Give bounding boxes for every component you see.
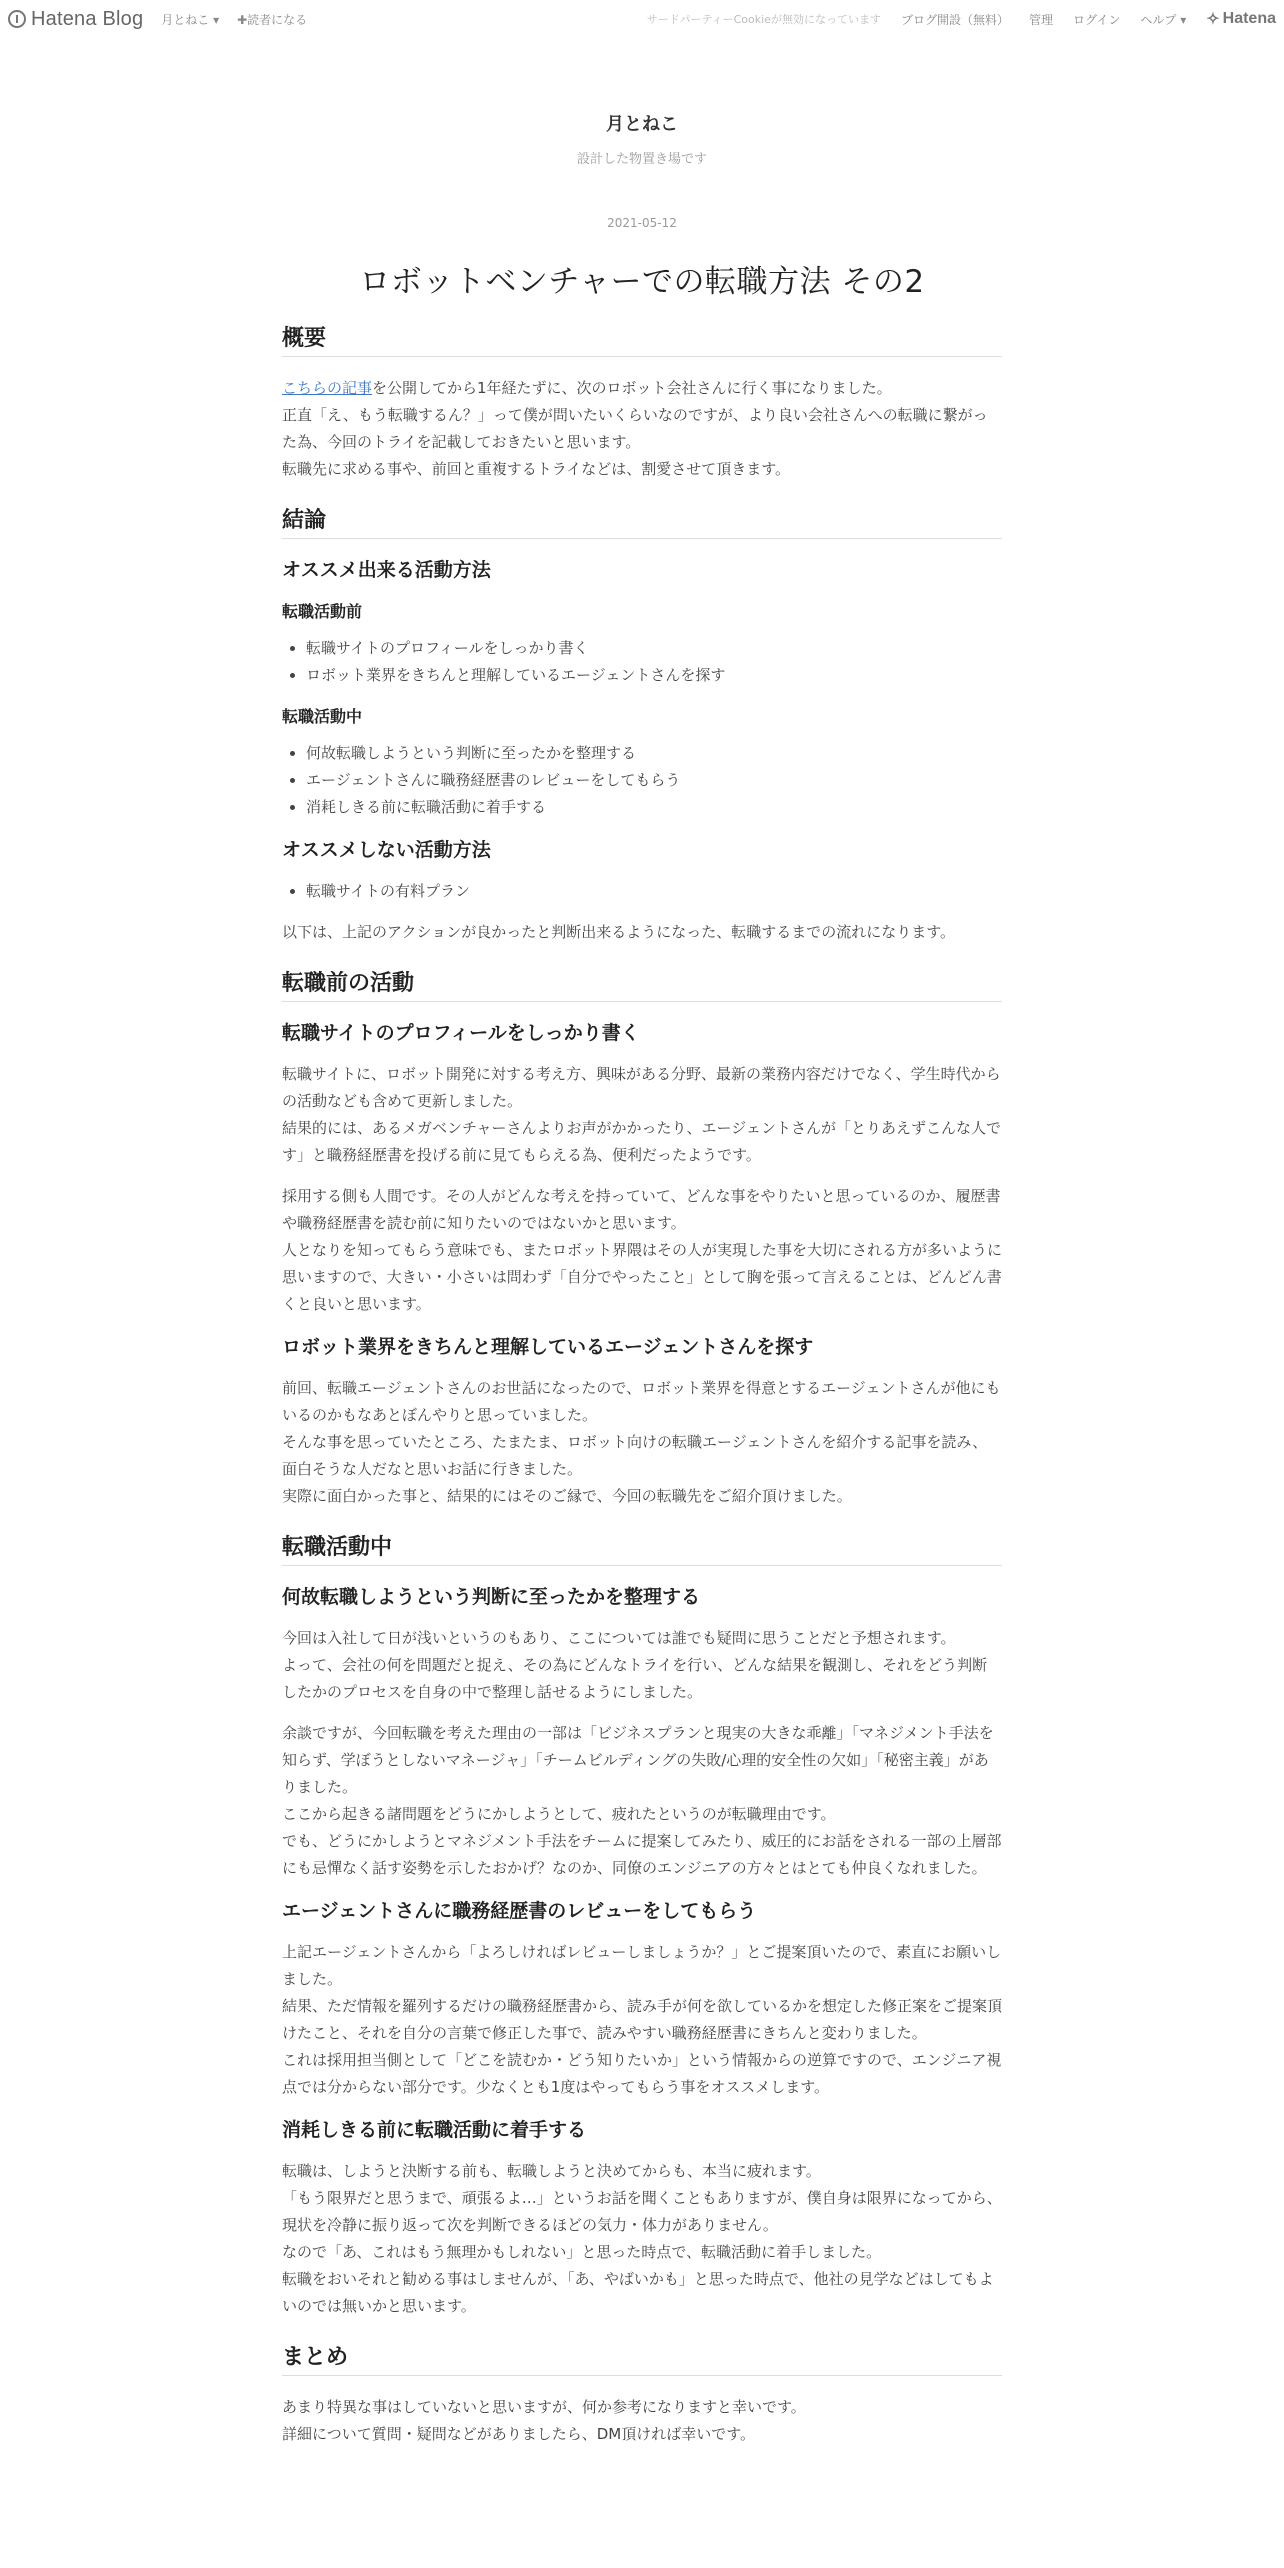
subsection-heading: 転職サイトのプロフィールをしっかり書く — [282, 1022, 640, 1044]
section-heading: 転職活動中 — [282, 1534, 1002, 1566]
paragraph — [282, 1720, 1002, 1882]
subsection-heading: オススメ出来る活動方法 — [282, 559, 491, 581]
help-dropdown[interactable]: ヘルプ ▾ — [1140, 12, 1187, 27]
text: なので「あ、これはもう無理かもしれない」と思った時点で、転職活動に着手しました。 — [282, 2243, 882, 2261]
list-item: • 転職サイトの有料プラン — [306, 878, 1002, 905]
list-item: • 消耗しきる前に転職活動に着手する — [306, 794, 1002, 821]
paragraph — [282, 1183, 1002, 1318]
text: 今回は入社して日が浅いというのもあり、ここについては誰でも疑問に思うことだと予想されます。 — [282, 1629, 956, 1647]
hatena-blog-logo[interactable] — [8, 8, 143, 31]
text: 詳細について質問・疑問などがありましたら、DM頂ければ幸いです。 — [282, 2425, 755, 2443]
minor-heading: 転職活動前 — [282, 602, 363, 621]
text: を公開してから1年経たずに、次のロボット会社さんに行く事になりました。 — [372, 379, 892, 397]
section-heading: 転職前の活動 — [282, 970, 1002, 1002]
bullet-list — [282, 878, 1002, 905]
subsection-heading: オススメしない活動方法 — [282, 839, 491, 861]
subsection-heading: ロボット業界をきちんと理解しているエージェントさんを探す — [282, 1336, 814, 1358]
text: 「もう限界だと思うまで、頑張るよ…」というお話を聞くこともありますが、僕自身は限界になってから、現状を冷静に振り返って次を判断できるほどの気力・体力がありません。 — [282, 2189, 1002, 2234]
blog-title[interactable]: 月とねこ — [606, 114, 678, 135]
logo-text: Hatena Blog — [31, 7, 144, 30]
text: よって、会社の何を問題だと捉え、その為にどんなトライを行い、どんな結果を観測し、それをどう判断したかのプロセスを自身の中で整理し話せるようにしました。 — [282, 1656, 988, 1701]
login-link[interactable]: ログイン — [1072, 12, 1121, 27]
entry-body — [282, 325, 1002, 2448]
text: 前回、転職エージェントさんのお世話になったので、ロボット業界を得意とするエージェントさんが他にもいるのかもなあとぼんやりと思っていました。 — [282, 1379, 1001, 1424]
text: 正直「え、もう転職するん？」って僕が問いたいくらいなのですが、より良い会社さんへの転職に繋がった為、今回のトライを記載しておきたいと思います。 — [282, 406, 988, 451]
paragraph: 以下は、上記のアクションが良かったと判断出来るようになった、転職するまでの流れになります。 — [282, 923, 956, 941]
text: そんな事を思っていたところ、たまたま、ロボット向けの転職エージェントさんを紹介する記事を読み、面白そうな人だなと思いお話に行きました。 — [282, 1433, 988, 1478]
paragraph — [282, 375, 1002, 483]
text: 実際に面白かった事と、結果的にはそのご縁で、今回の転職先をご紹介頂けました。 — [282, 1487, 852, 1505]
minor-heading: 転職活動中 — [282, 707, 363, 726]
hatena-brand-icon: ✧ — [1206, 11, 1220, 28]
text: 結果的には、あるメガベンチャーさんよりお声がかかったり、エージェントさんが「とりあえずこんな人です」と職務経歴書を投げる前に見てもらえる為、便利だったようです。 — [282, 1119, 1001, 1164]
text: ここから起きる諸問題をどうにかしようとして、疲れたというのが転職理由です。 — [282, 1805, 836, 1823]
text: 結果、ただ情報を羅列するだけの職務経歴書から、読み手が何を欲しているかを想定した修正案をご提案頂けたこと、それを自分の言葉で修正した事で、読みやすい職務経歴書にきちんと変わりました。 — [282, 1997, 1003, 2042]
section-heading: まとめ — [282, 2344, 1002, 2376]
entry-title[interactable]: ロボットベンチャーでの転職方法 その2 — [359, 264, 925, 300]
bullet-list — [282, 635, 1002, 689]
section-heading: 概要 — [282, 325, 1002, 357]
hatena-brand-text: Hatena — [1222, 10, 1276, 27]
text: 転職先に求める事や、前回と重複するトライなどは、割愛させて頂きます。 — [282, 460, 791, 478]
subsection-heading: 消耗しきる前に転職活動に着手する — [282, 2119, 587, 2141]
hatena-logo-icon — [8, 10, 26, 28]
paragraph — [282, 1939, 1002, 2101]
article — [282, 216, 1002, 2462]
blog-description: 設計した物置き場です — [576, 152, 707, 167]
admin-link[interactable]: 管理 — [1028, 12, 1053, 27]
list-item: • 転職サイトのプロフィールをしっかり書く — [306, 635, 1002, 662]
previous-article-link[interactable]: こちらの記事 — [282, 379, 373, 397]
list-item: • ロボット業界をきちんと理解しているエージェントさんを探す — [306, 662, 1002, 689]
paragraph — [282, 1375, 1002, 1510]
bullet-list — [282, 740, 1002, 821]
paragraph — [282, 2158, 1002, 2320]
list-item: • 何故転職しようという判断に至ったかを整理する — [306, 740, 1002, 767]
text: これは採用担当側として「どこを読むか・どう知りたいか」という情報からの逆算ですので、エンジニア視点では分からない部分です。少なくとも1度はやってもらう事をオススメします。 — [282, 2051, 1002, 2096]
blog-menu-dropdown[interactable]: 月とねこ ▾ — [161, 12, 220, 27]
paragraph — [282, 1061, 1002, 1169]
entry-date[interactable]: 2021-05-12 — [607, 216, 677, 230]
subscribe-button[interactable]: ✚読者になる — [237, 12, 308, 27]
text: でも、どうにかしようとマネジメント手法をチームに提案してみたり、威圧的にお話をされる一部の上層部にも忌憚なく話す姿勢を示したおかげ？なのか、同僚のエンジニアの方々とはとても仲良くなれました。 — [282, 1832, 1002, 1877]
subsection-heading: エージェントさんに職務経歴書のレビューをしてもらう — [282, 1900, 757, 1922]
text: 上記エージェントさんから「よろしければレビューしましょうか？」とご提案頂いたので、素直にお願いしました。 — [282, 1943, 1002, 1988]
text: 余談ですが、今回転職を考えた理由の一部は「ビジネスプランと現実の大きな乖離」「マネジメント手法を知らず、学ぼうとしないマネージャ」「チームビルディングの失敗/心理的安全性の欠如」「秘密主義」がありました。 — [282, 1724, 994, 1796]
cookie-notice[interactable]: サードパーティーCookieが無効になっています — [646, 13, 881, 26]
text: 転職は、しようと決断する前も、転職しようと決めてからも、本当に疲れます。 — [282, 2162, 821, 2180]
list-item: • エージェントさんに職務経歴書のレビューをしてもらう — [306, 767, 1002, 794]
section-heading: 結論 — [282, 507, 1002, 539]
subsection-heading: 何故転職しようという判断に至ったかを整理する — [282, 1586, 701, 1608]
text: 転職をおいそれと勧める事はしませんが、「あ、やばいかも」と思った時点で、他社の見学などはしてもよいのでは無いかと思います。 — [282, 2270, 994, 2315]
text: 転職サイトに、ロボット開発に対する考え方、興味がある分野、最新の業務内容だけでなく、学生時代からの活動なども含めて更新しました。 — [282, 1065, 1001, 1110]
paragraph — [282, 2394, 1002, 2448]
open-blog-link[interactable]: ブログ開設（無料） — [900, 12, 1009, 27]
global-header — [0, 0, 1284, 38]
text: 採用する側も人間です。その人がどんな考えを持っていて、どんな事をやりたいと思っているのか、履歴書や職務経歴書を読む前に知りたいのではないかと思います。 — [282, 1187, 1001, 1232]
paragraph — [282, 1625, 1002, 1706]
hatena-brand-link[interactable] — [1206, 9, 1276, 29]
text: 人となりを知ってもらう意味でも、またロボット界隈はその人が実現した事を大切にされる方が多いように思いますので、大きい・小さいは問わず「自分でやったこと」として胸を張って言えることは、どんどん書くと良いと思います。 — [282, 1241, 1003, 1313]
text: あまり特異な事はしていないと思いますが、何か参考になりますと幸いです。 — [282, 2398, 806, 2416]
